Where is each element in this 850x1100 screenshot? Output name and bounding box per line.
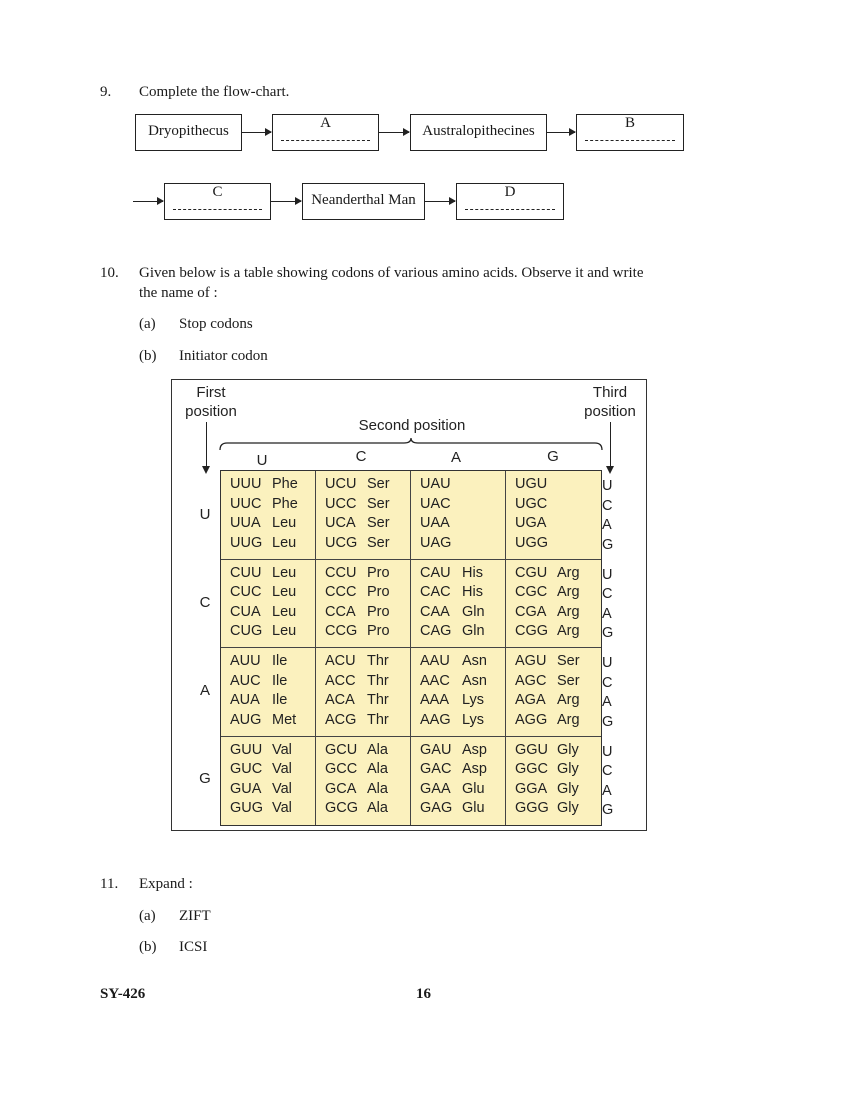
codon-entry: [230, 652, 315, 672]
third-base-label: A: [602, 517, 612, 533]
codon-triplet: CUC: [230, 584, 262, 600]
codon-entry: [325, 475, 410, 495]
codon-cell: [221, 737, 316, 826]
codon-entry: [515, 691, 601, 711]
amino-acid: Val: [272, 780, 292, 797]
third-base-label: U: [602, 478, 613, 494]
amino-acid: Arg: [557, 623, 580, 639]
third-base-label: G: [602, 713, 614, 730]
amino-acid: Lys: [462, 692, 485, 708]
codon-triplet: GAU: [420, 741, 452, 758]
flow-arrow: [242, 132, 271, 133]
codon-entry: [420, 652, 505, 672]
codon-cell: [506, 648, 601, 737]
codon-cell: [411, 737, 506, 826]
codon-triplet: GCG: [325, 800, 359, 816]
first-position-arrow: [206, 422, 207, 472]
first-base-label: A: [199, 682, 210, 699]
q10-text-line2: the name of :: [139, 285, 218, 301]
amino-acid: Thr: [367, 672, 389, 689]
amino-acid: Ser: [557, 653, 580, 669]
flow-box-label: Neanderthal Man: [311, 192, 416, 208]
codon-triplet: CGC: [515, 584, 548, 600]
codon-entry: [515, 475, 601, 495]
codon-triplet: UAG: [420, 534, 452, 551]
amino-acid: Asn: [462, 653, 487, 669]
amino-acid: Ser: [367, 534, 390, 551]
codon-triplet: UCG: [325, 534, 358, 551]
codon-entry: [325, 672, 410, 692]
third-base-label: U: [602, 743, 613, 760]
q10-number: 10.: [100, 265, 119, 281]
flow-box-label: Dryopithecus: [148, 123, 229, 139]
amino-acid: Arg: [557, 692, 580, 708]
codon-grid: [220, 470, 602, 826]
amino-acid: Pro: [367, 564, 390, 581]
codon-triplet: UUA: [230, 515, 261, 531]
third-base-label: U: [602, 566, 613, 583]
codon-entry: [325, 564, 410, 584]
third-base-label: C: [602, 674, 613, 691]
amino-acid: Ser: [557, 672, 580, 689]
first-position-label-line: First: [196, 384, 226, 401]
codon-triplet: GGA: [515, 780, 548, 797]
amino-acid: Gln: [462, 603, 485, 620]
codon-entry: [230, 622, 315, 642]
second-base-header: U: [256, 452, 268, 469]
flow-box-australopithecines: [410, 114, 547, 151]
codon-triplet: CGG: [515, 623, 549, 639]
codon-entry: [230, 760, 315, 780]
amino-acid: Pro: [367, 603, 390, 620]
codon-triplet: GUG: [230, 800, 264, 816]
codon-cell: [411, 471, 506, 560]
codon-entry: [325, 652, 410, 672]
codon-triplet: UCA: [325, 515, 356, 531]
codon-entry: [515, 741, 601, 761]
codon-entry: [325, 711, 410, 731]
amino-acid: Gly: [557, 741, 579, 758]
codon-triplet: UUC: [230, 495, 262, 512]
amino-acid: Ser: [367, 476, 390, 492]
flow-box-label: Australopithecines: [422, 123, 535, 139]
flow-box-blank-d: [456, 183, 564, 220]
codon-triplet: UGA: [515, 515, 547, 531]
amino-acid: Leu: [272, 623, 297, 639]
codon-entry: [420, 672, 505, 692]
codon-triplet: ACU: [325, 653, 356, 669]
third-position-label: [576, 383, 644, 421]
amino-acid: Leu: [272, 603, 297, 620]
blank-line: [281, 140, 370, 141]
codon-entry: [515, 652, 601, 672]
codon-entry: [230, 711, 315, 731]
codon-triplet: UUG: [230, 534, 263, 551]
codon-cell: [316, 648, 411, 737]
codon-entry: [515, 711, 601, 731]
amino-acid: Thr: [367, 692, 389, 708]
codon-triplet: UAU: [420, 476, 451, 492]
codon-entry: [325, 495, 410, 515]
flow-box-dryopithecus: [135, 114, 242, 151]
amino-acid: Ala: [367, 780, 388, 797]
flow-arrow: [547, 132, 575, 133]
codon-triplet: CAU: [420, 564, 451, 581]
codon-triplet: GAC: [420, 761, 452, 777]
blank-line: [585, 140, 675, 141]
codon-cell: [316, 471, 411, 560]
flow-box-label: D: [504, 184, 516, 200]
third-base-label: U: [602, 655, 613, 671]
codon-entry: [420, 799, 505, 819]
q11-option-b-text: ICSI: [179, 939, 208, 955]
amino-acid: Ala: [367, 761, 388, 777]
third-base-label: A: [602, 782, 612, 799]
amino-acid: Thr: [367, 711, 389, 728]
codon-entry: [515, 603, 601, 623]
codon-entry: [515, 622, 601, 642]
q11-option-a-text: ZIFT: [179, 908, 211, 924]
amino-acid: Arg: [557, 711, 580, 728]
third-base-label: C: [602, 586, 613, 602]
codon-table-figure: [171, 379, 647, 831]
amino-acid: Phe: [272, 476, 298, 492]
amino-acid: Thr: [367, 653, 389, 669]
flow-box-neanderthal-man: [302, 183, 425, 220]
amino-acid: Leu: [272, 564, 297, 581]
amino-acid: Lys: [462, 711, 485, 728]
codon-cell: [221, 471, 316, 560]
third-position-arrow: [610, 422, 611, 472]
q11-text: Expand :: [139, 876, 193, 892]
third-base-label: G: [602, 536, 614, 553]
footer-page-number: 16: [416, 986, 431, 1002]
codon-triplet: AGC: [515, 672, 547, 689]
flow-arrow: [379, 132, 409, 133]
q9-text: Complete the flow-chart.: [139, 84, 290, 100]
third-base-label: C: [602, 497, 613, 514]
codon-entry: [420, 514, 505, 534]
codon-triplet: GUA: [230, 780, 262, 797]
first-base-label: G: [199, 770, 211, 787]
first-position-label: [180, 383, 242, 421]
codon-entry: [420, 622, 505, 642]
codon-entry: [420, 780, 505, 800]
amino-acid: Gly: [557, 761, 579, 777]
codon-entry: [420, 475, 505, 495]
codon-entry: [230, 564, 315, 584]
codon-entry: [325, 622, 410, 642]
codon-triplet: AAA: [420, 692, 450, 708]
q10-option-b-label: (b): [139, 348, 157, 364]
codon-entry: [325, 691, 410, 711]
codon-entry: [230, 672, 315, 692]
amino-acid: Asp: [462, 761, 487, 777]
codon-cell: [316, 560, 411, 649]
codon-entry: [230, 583, 315, 603]
codon-triplet: GCA: [325, 780, 357, 797]
footer-paper-code: SY-426: [100, 986, 146, 1002]
codon-triplet: ACC: [325, 672, 356, 689]
codon-entry: [325, 603, 410, 623]
amino-acid: Asn: [462, 672, 487, 689]
codon-triplet: CUU: [230, 564, 262, 581]
amino-acid: Ser: [367, 495, 390, 512]
amino-acid: Arg: [557, 584, 580, 600]
codon-cell: [316, 737, 411, 826]
codon-triplet: CAC: [420, 584, 451, 600]
amino-acid: Pro: [367, 623, 390, 639]
codon-entry: [515, 799, 601, 819]
first-position-label-line: position: [185, 403, 237, 420]
codon-entry: [325, 514, 410, 534]
third-base-label: G: [602, 802, 614, 818]
blank-line: [465, 209, 555, 210]
codon-cell: [506, 471, 601, 560]
codon-triplet: CAA: [420, 603, 450, 620]
codon-triplet: GCU: [325, 741, 358, 758]
codon-entry: [325, 780, 410, 800]
codon-triplet: AUG: [230, 711, 262, 728]
blank-line: [173, 209, 262, 210]
codon-triplet: AUU: [230, 653, 261, 669]
codon-triplet: UCC: [325, 495, 357, 512]
amino-acid: Ser: [367, 515, 390, 531]
codon-entry: [325, 534, 410, 554]
amino-acid: Ala: [367, 741, 388, 758]
first-base-label: C: [199, 594, 211, 611]
codon-entry: [230, 691, 315, 711]
codon-triplet: AGG: [515, 711, 548, 728]
amino-acid: Arg: [557, 603, 580, 620]
codon-triplet: GGC: [515, 761, 549, 777]
amino-acid: Val: [272, 761, 292, 777]
codon-entry: [230, 495, 315, 515]
codon-entry: [325, 741, 410, 761]
codon-entry: [230, 780, 315, 800]
codon-triplet: AAC: [420, 672, 450, 689]
codon-triplet: UGC: [515, 495, 548, 512]
codon-triplet: CCG: [325, 623, 358, 639]
codon-entry: [420, 583, 505, 603]
second-base-header: C: [355, 448, 367, 465]
codon-entry: [420, 534, 505, 554]
codon-triplet: GUC: [230, 761, 263, 777]
flow-box-blank-b: [576, 114, 684, 151]
codon-entry: [420, 564, 505, 584]
codon-entry: [230, 799, 315, 819]
amino-acid: His: [462, 584, 483, 600]
flow-arrow: [425, 201, 455, 202]
codon-entry: [420, 691, 505, 711]
q11-number: 11.: [100, 876, 119, 892]
amino-acid: Glu: [462, 780, 485, 797]
codon-triplet: AGU: [515, 653, 547, 669]
codon-entry: [230, 475, 315, 495]
amino-acid: Met: [272, 711, 297, 728]
codon-triplet: CCC: [325, 584, 357, 600]
codon-entry: [230, 534, 315, 554]
codon-cell: [411, 648, 506, 737]
codon-triplet: AGA: [515, 692, 546, 708]
codon-triplet: GUU: [230, 741, 263, 758]
third-position-label-line: Third: [592, 384, 628, 401]
codon-entry: [230, 603, 315, 623]
codon-entry: [230, 514, 315, 534]
amino-acid: Val: [272, 800, 292, 816]
third-base-label: C: [602, 763, 613, 779]
q10-option-a-text: Stop codons: [179, 316, 253, 332]
q10-option-a-label: (a): [139, 316, 156, 332]
amino-acid: Phe: [272, 495, 298, 512]
amino-acid: Pro: [367, 584, 390, 600]
codon-entry: [515, 760, 601, 780]
codon-triplet: AUC: [230, 672, 261, 689]
codon-entry: [420, 711, 505, 731]
q11-option-b-label: (b): [139, 939, 157, 955]
codon-entry: [325, 799, 410, 819]
amino-acid: Arg: [557, 564, 580, 581]
first-base-label: U: [199, 506, 211, 523]
amino-acid: Ala: [367, 800, 388, 816]
codon-triplet: ACA: [325, 692, 355, 708]
flow-box-label: B: [624, 115, 635, 131]
codon-triplet: AUA: [230, 692, 260, 708]
codon-entry: [515, 534, 601, 554]
amino-acid: His: [462, 564, 483, 581]
codon-triplet: AAG: [420, 711, 451, 728]
codon-entry: [515, 514, 601, 534]
q10-option-b-text: Initiator codon: [179, 348, 268, 364]
flow-arrow: [133, 201, 163, 202]
codon-entry: [420, 603, 505, 623]
codon-entry: [420, 495, 505, 515]
codon-triplet: UGU: [515, 476, 548, 492]
q11-option-a-label: (a): [139, 908, 156, 924]
codon-triplet: CUG: [230, 623, 263, 639]
codon-triplet: CAG: [420, 623, 452, 639]
flow-box-label: C: [212, 184, 223, 200]
codon-triplet: UGG: [515, 534, 549, 551]
third-base-label: A: [602, 605, 612, 622]
codon-entry: [420, 760, 505, 780]
codon-entry: [325, 760, 410, 780]
codon-entry: [515, 495, 601, 515]
codon-triplet: CCA: [325, 603, 356, 620]
codon-triplet: CUA: [230, 603, 261, 620]
amino-acid: Leu: [272, 534, 297, 551]
third-position-label-line: position: [584, 403, 636, 420]
codon-triplet: GGG: [515, 800, 549, 816]
third-base-label: A: [602, 694, 612, 710]
amino-acid: Leu: [272, 584, 297, 600]
flow-box-blank-a: [272, 114, 379, 151]
amino-acid: Gly: [557, 800, 579, 816]
codon-triplet: UAA: [420, 515, 450, 531]
amino-acid: Leu: [272, 515, 297, 531]
codon-triplet: GGU: [515, 741, 549, 758]
second-position-label: Second position: [358, 417, 466, 434]
codon-triplet: CGU: [515, 564, 548, 581]
amino-acid: Ile: [272, 653, 288, 669]
q10-text-line1: Given below is a table showing codons of various amino acids. Observe it and write: [139, 265, 644, 281]
codon-entry: [230, 741, 315, 761]
codon-triplet: ACG: [325, 711, 357, 728]
codon-entry: [515, 672, 601, 692]
amino-acid: Val: [272, 741, 292, 758]
amino-acid: Asp: [462, 741, 487, 758]
codon-cell: [411, 560, 506, 649]
codon-cell: [506, 737, 601, 826]
codon-triplet: AAU: [420, 653, 450, 669]
flow-arrow: [271, 201, 301, 202]
codon-triplet: CCU: [325, 564, 357, 581]
amino-acid: Ile: [272, 672, 288, 689]
codon-triplet: GCC: [325, 761, 358, 777]
codon-triplet: GAA: [420, 780, 451, 797]
codon-cell: [506, 560, 601, 649]
flow-box-blank-c: [164, 183, 271, 220]
second-base-header: A: [450, 449, 461, 466]
amino-acid: Gln: [462, 623, 485, 639]
amino-acid: Glu: [462, 800, 485, 816]
codon-triplet: GAG: [420, 800, 453, 816]
amino-acid: Ile: [272, 692, 288, 708]
third-base-label: G: [602, 625, 614, 641]
q9-number: 9.: [100, 84, 112, 100]
codon-cell: [221, 648, 316, 737]
codon-entry: [420, 741, 505, 761]
codon-entry: [515, 564, 601, 584]
codon-triplet: CGA: [515, 603, 547, 620]
codon-triplet: UCU: [325, 476, 357, 492]
flow-box-label: A: [320, 115, 331, 131]
amino-acid: Gly: [557, 780, 579, 797]
codon-entry: [325, 583, 410, 603]
codon-cell: [221, 560, 316, 649]
codon-triplet: UAC: [420, 495, 451, 512]
codon-triplet: UUU: [230, 476, 262, 492]
second-base-header: G: [547, 448, 559, 465]
codon-entry: [515, 780, 601, 800]
codon-entry: [515, 583, 601, 603]
